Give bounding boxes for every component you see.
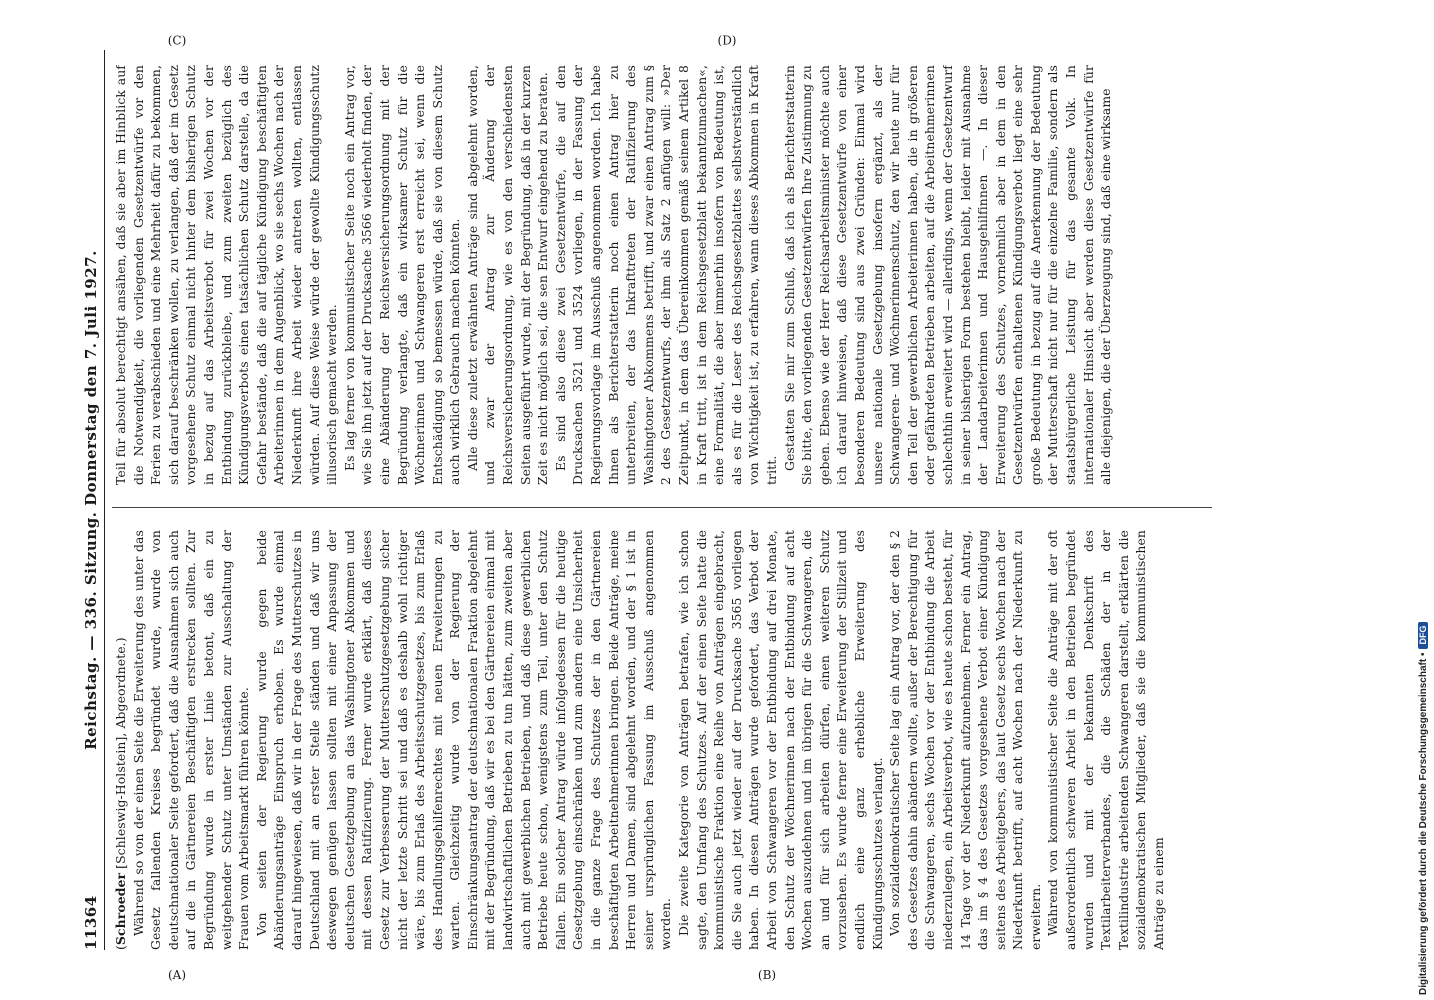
left-paragraph: Während so von der einen Seite die Erweiterung des unter das Gesetz fallenden Kreises begründet wurde, wurde von deutschnationaler Seite gefordert, daß die Ausnahmen sich auch auf die in Gärtnereien Beschäftigten erstrecken sollten. Zur Begründung wurde in erster Linie betont, daß ein zu weitgehender Schutz unter Umständen zur Ausschaltung der Frauen vom Arbeitsmarkt führen könnte. — [130, 530, 252, 950]
right-paragraph: Gestatten Sie mir zum Schluß, daß ich als Berichterstatterin Sie bitte, den vorliegenden Gesetzentwürfen Ihre Zustimmung zu geben. Ebenso wie der Herr Reichsarbeitsminister möchte auch ich darauf hinweisen, daß diese Gesetzentwürfe von einer besonderen Bedeutung sind aus zwei Gründen: Einmal wird unsere nationale Gesetzgebung insofern ergänzt, als der Schwangeren- und Wöchnerinnenschutz, den wir heute nur für den Teil der gewerblichen Arbeiterinnen haben, die in größeren oder gefährdeten Betrieben arbeiten, auf die Arbeitnehmerinnen schlechthin erweitert wird — allerdings, wenn der Gesetzentwurf in seiner bisherigen Form bestehen bleibt, leider mit Ausnahme der Landarbeiterinnen und Hausgehilfinnen —. In dieser Erweiterung des Schutzes, vornehmlich aber in dem in den Gesetzentwürfen enthaltenen Kündigungsverbot liegt eine sehr große Bedeutung in bezug auf die Anerkennung der Bedeutung der Mutterschaft nicht nur für die einzelne Familie, sondern als staatsbürgerliche Leistung für das gesamte Volk. In internationaler Hinsicht aber werden diese Gesetzentwürfe für alle diejenigen, die der Überzeugung sind, daß eine wirksame — [781, 65, 1114, 485]
left-paragraph: Die zweite Kategorie von Anträgen betrafen, wie ich schon sagte, den Umfang des Schutzes. Auf der einen Seite hatte die kommunistische Fraktion eine Reihe von Anträgen eingebracht, die Sie auch jetzt wieder auf der Drucksache 3565 vorliegen haben. In diesen Anträgen wurde gefordert, das Verbot der Arbeit von Schwangeren vor der Entbindung auf drei Monate, den Schutz der Wöchnerinnen nach der Entbindung auf acht Wochen auszudehnen und im übrigen für die Schwangeren, die an und für sich arbeiten dürfen, einen weiteren Schutz vorzusehen. Es wurde ferner eine Erweiterung der Stillzeit und endlich eine ganz erhebliche Erweiterung des Kündigungsschutzes verlangt. — [676, 530, 885, 950]
page-number: 11364 — [82, 895, 100, 950]
rotated-document-page — [80, 33, 1240, 982]
dfg-logo-badge: DFG — [1418, 622, 1428, 649]
right-paragraph: Alle diese zuletzt erwähnten Anträge sind abgelehnt worden, und zwar der Antrag zur Änderung der Reichsversicherungsordnung, wie es von den verschiedensten Seiten ausgeführt wurde, mit der Begründung, daß in der kurzen Zeit es nicht möglich sei, die sen Entwurf eingehend zu beraten. — [464, 65, 551, 485]
margin-mark-a: (A) — [167, 967, 187, 982]
left-column — [112, 530, 1232, 950]
page-title: Reichstag. — 336. Sitzung. Donnerstag den 7. Juli 1927. — [82, 250, 100, 750]
left-paragraph: Von seiten der Regierung wurde gegen beide Abänderungsanträge Einspruch erhoben. Es wurde einmal darauf hingewiesen, daß wir in der Frage des Mutterschutzes in Deutschland mit an erster Stelle ständen und daß wir uns deswegen genügen lassen sollten mit einer Anpassung der deutschen Gesetzgebung an das Washingtoner Abkommen und mit dessen Ratifizierung. Ferner wurde erklärt, daß dieses Gesetz zur Verbesserung der Mutterschutzgesetzgebung sicher nicht der letzte Schritt sei und daß es deshalb wohl richtiger wäre, bis zum Erlaß des Arbeitsschutzgesetzes, bis zum Erlaß des Handlungsgehilfenrechtes mit neuen Erweiterungen zu warten. Gleichzeitig wurde von der Regierung der Einschränkungsantrag der deutschnationalen Fraktion abgelehnt mit der Begründung, daß wir es bei den Gärtnereien einmal mit landwirtschaftlichen Betrieben zu tun hätten, zum zweiten aber auch mit gewerblichen Betrieben, und daß diese gewerblichen Betriebe heute schon, wenigstens zum Teil, unter den Schutz fallen. Ein solcher Antrag würde infolgedessen für die heutige Gesetzgebung einschränken und zum andern eine Unsicherheit in die ganze Frage des Schutzes der in den Gärtnereien beschäftigten Arbeitnehmerinnen bringen. Beide Anträge, meine Herren und Damen, sind abgelehnt worden, und der § 1 ist in seiner ursprünglichen Fassung im Ausschuß angenommen worden. — [253, 530, 674, 950]
right-paragraph: Es sind also diese zwei Gesetzentwürfe, die auf den Drucksachen 3521 und 3524 vorliegen, in der Fassung der Regierungsvorlage im Ausschuß angenommen worden. Ich habe Ihnen als Berichterstatterin noch einen Antrag hier zu unterbreiten, der das Inkrafttreten der Ratifizierung des Washingtoner Abkommens betrifft, und zwar einen Antrag zum § 2 des Gesetzentwurfs, der ihm als Satz 2 anfügen will: »Der Zeitpunkt, in dem das Übereinkommen gemäß seinem Artikel 8 in Kraft tritt, ist in dem Reichsgesetzblatt bekanntzumachen«, eine Formalität, die aber immerhin insofern von Bedeutung ist, als es für die Leser des Reichsgesetzblattes selbstverständlich von Wichtigkeit ist, zu erfahren, wann dieses Abkommen in Kraft tritt. — [552, 65, 779, 485]
page-header — [80, 50, 106, 950]
left-paragraph: Während von kommunistischer Seite die Anträge mit der oft außerordentlich schweren Arbeit in den Betrieben begründet wurden und mit der bekannten Denkschrift des Textilarbeiterverbandes, die die Schäden der in der Textilindustrie arbeitenden Schwangeren darstellt, erklärten die sozialdemokratischen Mitglieder, daß sie die kommunistischen Anträge zu einem — [1045, 530, 1167, 950]
header-rule — [104, 50, 105, 950]
speaker-note: [Schleswig-Holstein], Abgeordnete.) — [113, 637, 128, 869]
digitization-credit — [1418, 622, 1429, 995]
text-columns — [112, 50, 1232, 950]
margin-mark-b: (B) — [757, 967, 777, 982]
right-paragraph: Teil für absolut berechtigt ansähen, daß sie aber im Hinblick auf die Notwendigkeit, die vorliegenden Gesetzentwürfe vor den Ferien zu verabschieden und eine Mehrheit dafür zu bekommen, sich darauf beschränken wollen, zu verlangen, daß der im Gesetz vorgesehene Schutz einmal nicht hinter dem bisherigen Schutz in bezug auf das Arbeitsverbot für zwei Wochen vor der Entbindung zurückbleibe, und zum zweiten bezüglich des Kündigungsverbots einen tatsächlichen Schutz darstelle, da die Gefahr bestände, daß die auf tägliche Kündigung beschäftigten Arbeiterinnen in dem Augenblick, wo sie sechs Wochen nach der Niederkunft ihre Arbeit wieder antreten wollten, entlassen würden. Auf diese Weise würde der gewollte Kündigungsschutz illusorisch gemacht werden. — [113, 65, 340, 485]
margin-mark-d: (D) — [717, 33, 737, 48]
column-divider — [112, 507, 1212, 508]
right-paragraph: Es lag ferner von kommunistischer Seite noch ein Antrag vor, wie Sie ihn jetzt auf der Drucksache 3566 wiederholt finden, der eine Abänderung der Reichsversicherungsordnung mit der Begründung verlangte, daß ein wirksamer Schutz für die Wöchnerinnen und Schwangeren erst erreicht sei, wenn die Entschädigung so bemessen würde, daß sie von diesem Schutz auch wirklich Gebrauch machen könnten. — [341, 65, 463, 485]
speaker-name: Schroeder — [113, 872, 128, 946]
right-column — [112, 65, 1232, 485]
speaker-line: (Schroeder [Schleswig-Holstein], Abgeordnete.) — [113, 637, 128, 950]
margin-mark-c: (C) — [167, 33, 187, 48]
credit-text: Digitalisierung gefördert durch die Deutsche Forschungsgemeinschaft • — [1418, 652, 1429, 995]
left-paragraph: Von sozialdemokratischer Seite lag ein Antrag vor, der den § 2 des Gesetzes dahin abändern wollte, außer der Berechtigung für die Schwangeren, sechs Wochen vor der Entbindung die Arbeit niederzulegen, ein Arbeitsverbot, wie es heute schon besteht, für 14 Tage vor der Niederkunft aufzunehmen. Ferner ein Antrag, das im § 4 des Gesetzes vorgesehene Verbot einer Kündigung seitens des Arbeitgebers, das laut Gesetz sechs Wochen nach der Niederkunft betrifft, auf acht Wochen nach der Niederkunft zu erweitern. — [887, 530, 1043, 950]
